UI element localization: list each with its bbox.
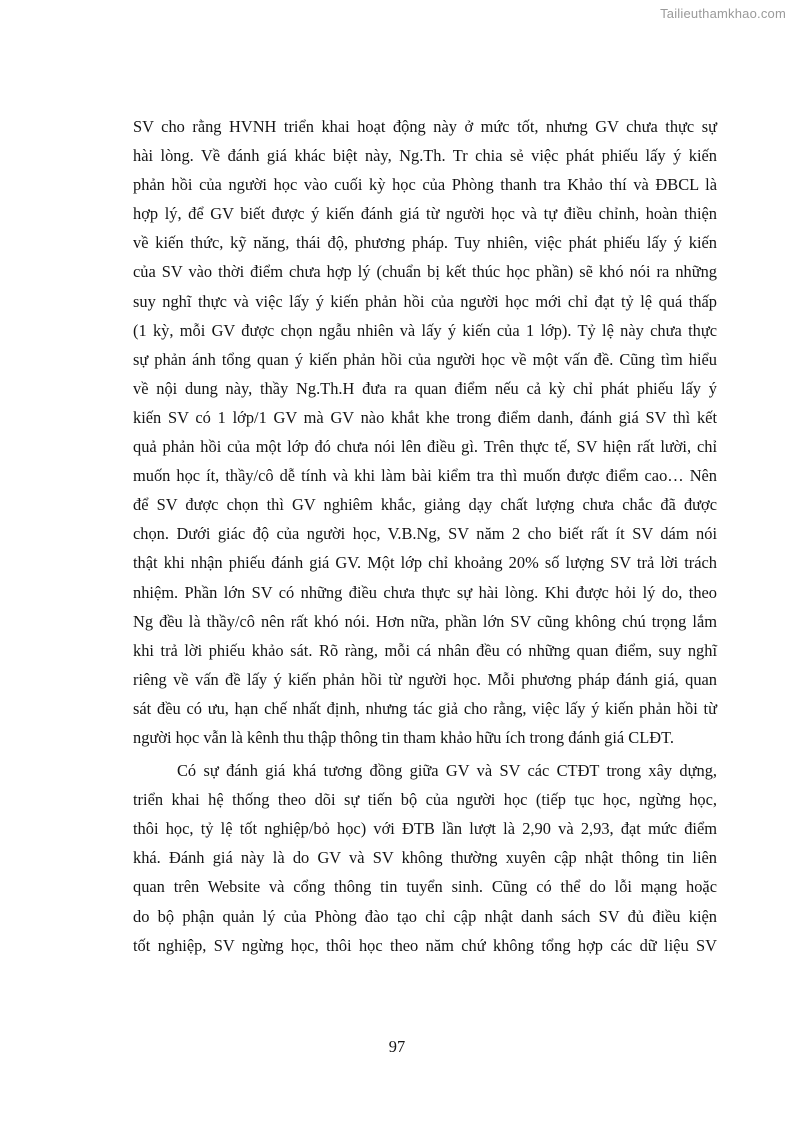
text-line: triển khai hệ thống theo dõi sự tiến bộ của người học (tiếp tục học, ngừng học, bbox=[133, 790, 717, 810]
text-line: thật khi nhận phiếu đánh giá GV. Một lớp chỉ khoảng 20% số lượng SV trả lời trách bbox=[133, 553, 717, 573]
text-line: quan trên Website và cổng thông tin tuyển sinh. Cũng có thể do lỗi mạng hoặc bbox=[133, 877, 717, 897]
paragraph-2 bbox=[133, 756, 717, 960]
text-line: khi trả lời phiếu khảo sát. Rõ ràng, mỗi cá nhân đều có những quan điểm, suy nghĩ bbox=[133, 640, 717, 660]
paragraph-1 bbox=[133, 112, 717, 752]
text-line: người học vẫn là kênh thu thập thông tin tham khảo hữu ích trong đánh giá CLĐT. bbox=[133, 727, 674, 747]
text-line: về nội dung này, thầy Ng.Th.H đưa ra quan điểm nếu cả kỳ chỉ phát phiếu lấy ý bbox=[133, 378, 717, 398]
text-line: kiến SV có 1 lớp/1 GV mà GV nào khắt khe trong điểm danh, đánh giá SV thì kết bbox=[133, 407, 717, 427]
text-line: hợp lý, để GV biết được ý kiến đánh giá từ người học và tự điều chỉnh, hoàn thiện bbox=[133, 204, 717, 224]
text-line: suy nghĩ thực và việc lấy ý kiến phản hồi của người học mới chỉ đạt tỷ lệ quá thấp bbox=[133, 291, 717, 311]
text-line: muốn học ít, thầy/cô dễ tính và khi làm bài kiểm tra thì muốn được điểm cao… Nên bbox=[133, 466, 717, 486]
text-line: hài lòng. Về đánh giá khác biệt này, Ng.Th. Tr chia sẻ việc phát phiếu lấy ý kiến bbox=[133, 146, 717, 166]
text-line: quả phản hồi của một lớp đó chưa nói lên điều gì. Trên thực tế, SV hiện rất lười, chỉ bbox=[133, 437, 717, 457]
text-line: của SV vào thời điểm chưa hợp lý (chuẩn bị kết thúc học phần) sẽ khó nói ra những bbox=[133, 262, 717, 282]
text-line: riêng về vấn đề lấy ý kiến phản hồi từ người học. Mỗi phương pháp đánh giá, quan bbox=[133, 669, 717, 689]
text-line: (1 kỳ, mỗi GV được chọn ngẫu nhiên và lấy ý kiến của 1 lớp). Tỷ lệ này chưa thực bbox=[133, 320, 717, 340]
text-line: do bộ phận quản lý của Phòng đào tạo chỉ cập nhật danh sách SV đủ điều kiện bbox=[133, 906, 717, 926]
text-line: khá. Đánh giá này là do GV và SV không thường xuyên cập nhật thông tin liên bbox=[133, 848, 717, 868]
text-line: sự phản ánh tổng quan ý kiến phản hồi của người học về một vấn đề. Cũng tìm hiểu bbox=[133, 349, 717, 369]
text-line: thôi học, tỷ lệ tốt nghiệp/bỏ học) với ĐTB lần lượt là 2,90 và 2,93, đạt mức điểm bbox=[133, 819, 717, 839]
text-line: nhiệm. Phần lớn SV có những điều chưa thực sự hài lòng. Khi được hỏi lý do, theo bbox=[133, 582, 717, 602]
text-line: về kiến thức, kỹ năng, thái độ, phương pháp. Tuy nhiên, việc phát phiếu lấy ý kiến bbox=[133, 233, 717, 253]
text-line: phản hồi của người học vào cuối kỳ học của Phòng thanh tra Khảo thí và ĐBCL là bbox=[133, 175, 717, 195]
page-body bbox=[133, 112, 717, 960]
text-line: SV cho rằng HVNH triển khai hoạt động này ở mức tốt, nhưng GV chưa thực sự bbox=[133, 117, 717, 136]
text-line: sát đều có ưu, hạn chế nhất định, nhưng tác giả cho rằng, việc lấy ý kiến phản hồi từ bbox=[133, 698, 717, 718]
text-line: để SV được chọn thì GV nghiêm khắc, giảng dạy chất lượng chưa chắc đã được bbox=[133, 495, 717, 515]
text-line: Ng đều là thầy/cô nên rất khó nói. Hơn nữa, phần lớn SV cũng không chú trọng lắm bbox=[133, 611, 717, 631]
watermark: Tailieuthamkhao.com bbox=[660, 6, 786, 21]
page-number: 97 bbox=[388, 1037, 406, 1056]
text-line: tốt nghiệp, SV ngừng học, thôi học theo năm chứ không tổng hợp các dữ liệu SV bbox=[133, 935, 717, 955]
text-line: chọn. Dưới giác độ của người học, V.B.Ng, SV năm 2 cho biết rất ít SV dám nói bbox=[133, 524, 717, 544]
text-line: Có sự đánh giá khá tương đồng giữa GV và SV các CTĐT trong xây dựng, bbox=[177, 761, 717, 781]
